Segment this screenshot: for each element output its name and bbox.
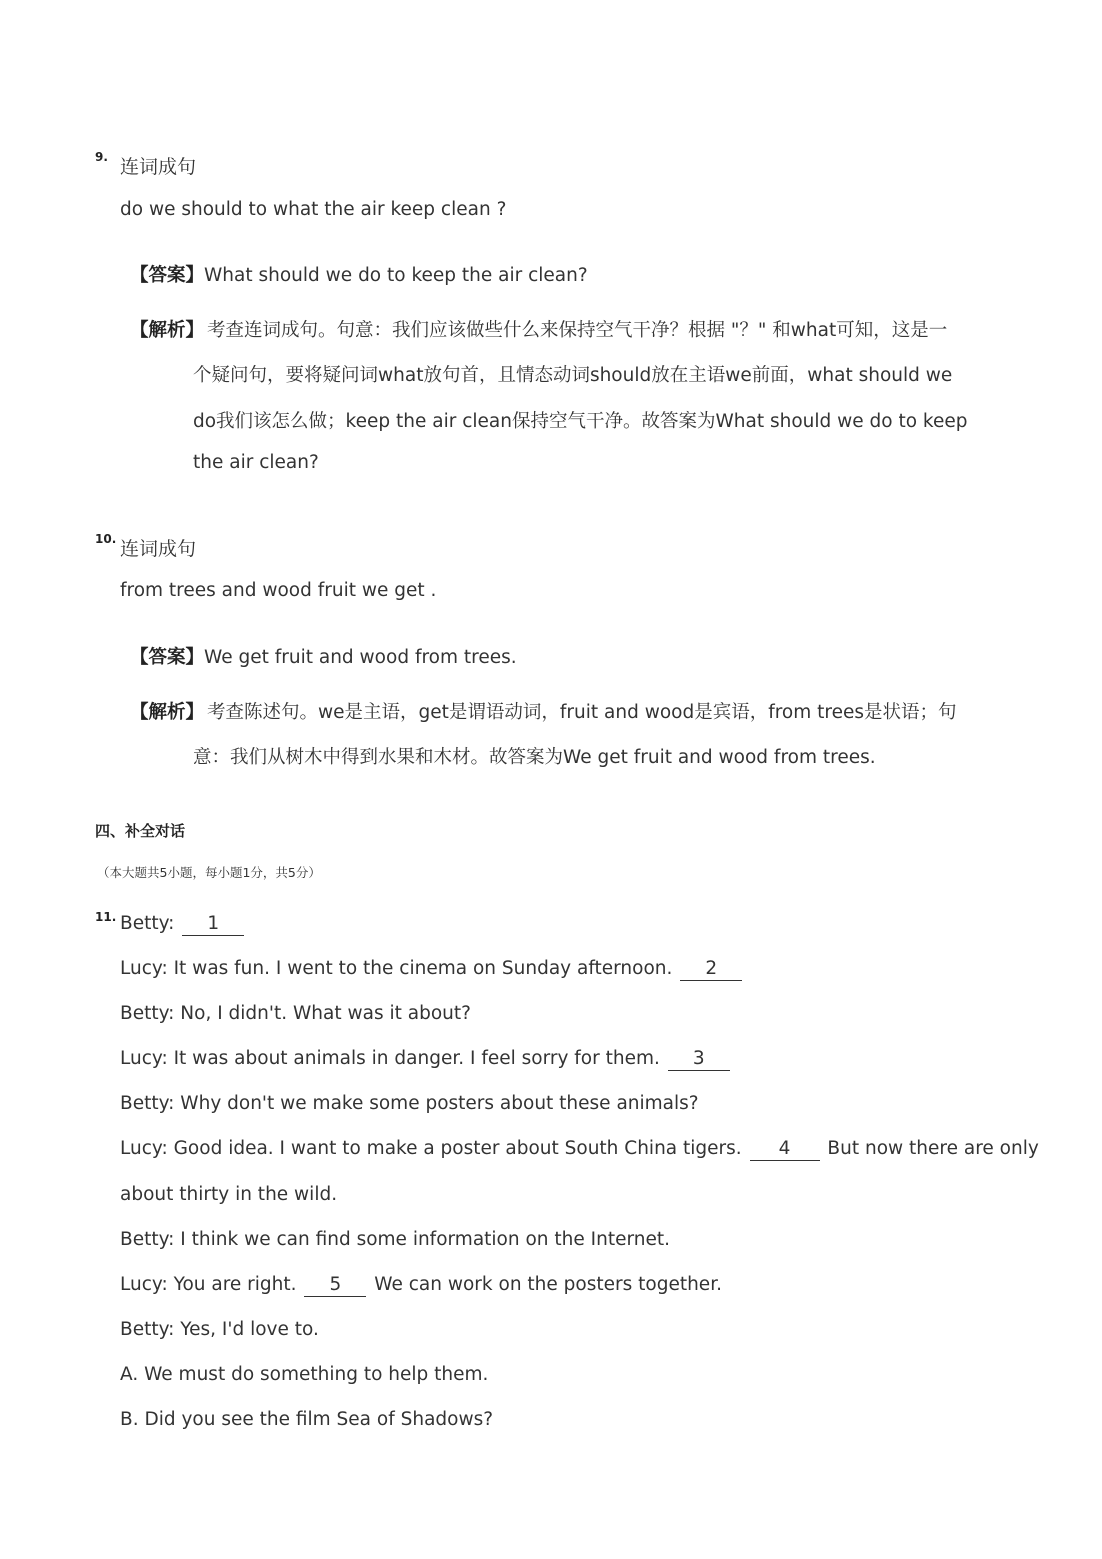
- dialogue-text: We can work on the posters together.: [368, 1274, 722, 1295]
- answer-label: 【答案】: [130, 265, 205, 286]
- dialogue-line: [120, 1274, 722, 1297]
- dialogue-text: Betty:: [120, 913, 181, 934]
- answer-row: [130, 261, 588, 287]
- dialogue-text: But now there are only: [821, 1138, 1039, 1159]
- answer-blank: 5: [304, 1276, 366, 1297]
- analysis-line: 意：我们从树木中得到水果和木材。故答案为We get fruit and wood from trees.: [193, 747, 876, 768]
- question-number: 11.: [95, 910, 117, 924]
- dialogue-text: Lucy: You are right.: [120, 1274, 303, 1295]
- answer-text: We get fruit and wood from trees.: [204, 647, 517, 668]
- dialogue-line: [120, 1048, 732, 1071]
- answer-text: What should we do to keep the air clean?: [204, 265, 588, 286]
- analysis-label: 【解析】: [130, 702, 205, 723]
- answer-blank: 2: [680, 960, 742, 981]
- answer-blank: 4: [750, 1140, 820, 1161]
- analysis-label: 【解析】: [130, 320, 205, 341]
- dialogue-line: Betty: Why don't we make some posters about these animals?: [120, 1093, 699, 1114]
- dialogue-text: Lucy: It was about animals in danger. I feel sorry for them.: [120, 1048, 666, 1069]
- question-number: 9.: [95, 150, 108, 164]
- dialogue-line: Betty: I think we can find some information on the Internet.: [120, 1229, 670, 1250]
- section-note: （本大题共5小题，每小题1分，共5分）: [97, 865, 321, 880]
- dialogue-line: [120, 1138, 1039, 1161]
- option-item: A. We must do something to help them.: [120, 1364, 489, 1385]
- question-stem: do we should to what the air keep clean ?: [120, 199, 507, 220]
- dialogue-line: [120, 958, 744, 981]
- dialogue-text: Lucy: It was fun. I went to the cinema on Sunday afternoon.: [120, 958, 679, 979]
- answer-blank: 3: [668, 1050, 730, 1071]
- dialogue-line: about thirty in the wild.: [120, 1184, 338, 1205]
- answer-blank: 1: [182, 915, 244, 936]
- dialogue-line: [120, 913, 246, 936]
- dialogue-line: Betty: Yes, I'd love to.: [120, 1319, 319, 1340]
- analysis-line: 个疑问句，要将疑问词what放句首，且情态动词should放在主语we前面，what should we: [193, 365, 953, 386]
- question-type: 连词成句: [120, 156, 197, 178]
- analysis-line: 考查陈述句。we是主语，get是谓语动词，fruit and wood是宾语，from trees是状语；句: [207, 702, 957, 723]
- dialogue-line: Betty: No, I didn't. What was it about?: [120, 1003, 471, 1024]
- dialogue-text: Lucy: Good idea. I want to make a poster about South China tigers.: [120, 1138, 748, 1159]
- section-title: 四、补全对话: [95, 822, 186, 840]
- question-number: 10.: [95, 532, 117, 546]
- option-item: B. Did you see the film Sea of Shadows?: [120, 1409, 494, 1430]
- analysis-line: do我们该怎么做；keep the air clean保持空气干净。故答案为What should we do to keep: [193, 411, 968, 432]
- question-stem: from trees and wood fruit we get .: [120, 580, 437, 601]
- analysis-line: the air clean?: [193, 452, 319, 473]
- answer-row: [130, 643, 517, 669]
- question-type: 连词成句: [120, 538, 197, 560]
- analysis-line: 考查连词成句。句意：我们应该做些什么来保持空气干净？根据 "？" 和what可知，这是一: [207, 320, 948, 341]
- answer-label: 【答案】: [130, 647, 205, 668]
